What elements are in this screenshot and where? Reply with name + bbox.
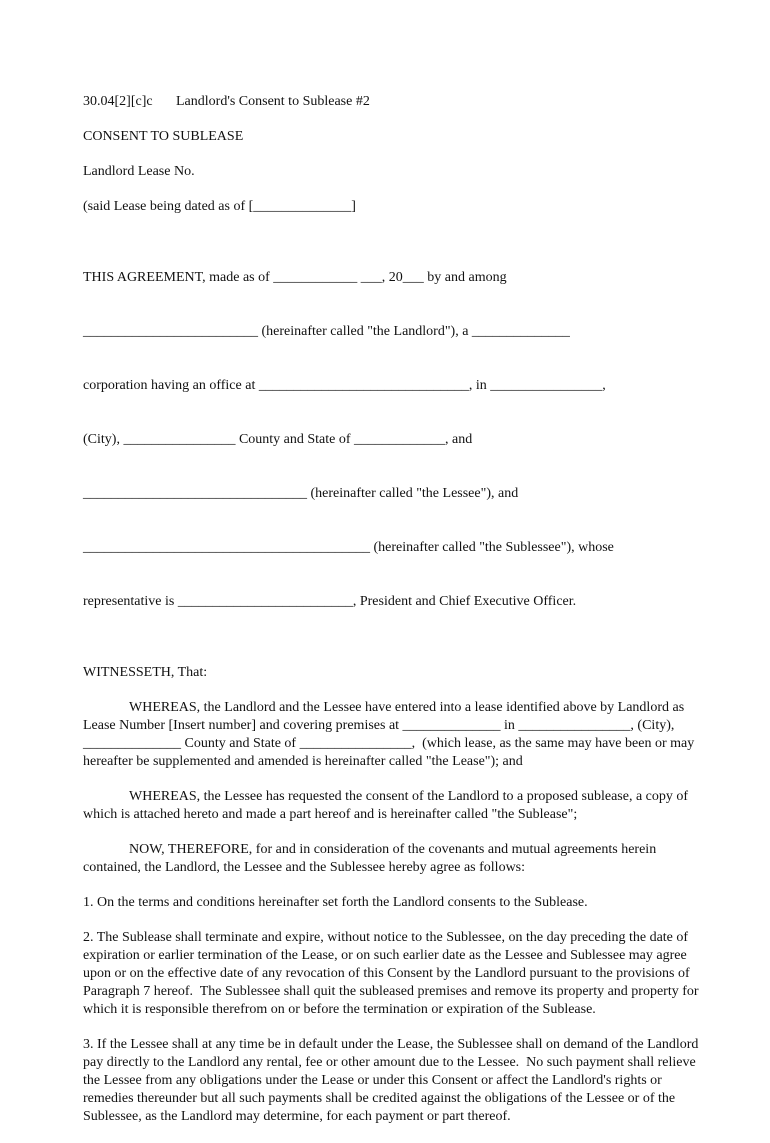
section-code: 30.04[2][c]c <box>83 94 153 109</box>
agreement-line: _________________________________________ (hereinafter called "the Sublessee"), whose <box>83 540 614 555</box>
agreement-line: representative is _________________________, President and Chief Executive Officer. <box>83 594 577 609</box>
document-title: Landlord's Consent to Sublease #2 <box>176 94 370 109</box>
lease-number-line: Landlord Lease No. <box>83 164 195 179</box>
document-header <box>83 93 703 111</box>
agreement-line: ________________________________ (hereinafter called "the Lessee"), and <box>83 486 519 501</box>
agreement-line: (City), ________________ County and State of _____________, and <box>83 432 473 447</box>
now-therefore-paragraph: NOW, THEREFORE, for and in consideration of the covenants and mutual agreements herein contained, the Landlord, the Lessee and the Sublessee hereby agree as follows: <box>83 842 660 875</box>
lease-dated-line: (said Lease being dated as of [______________] <box>83 199 356 214</box>
witnesseth-line: WITNESSETH, That: <box>83 665 208 680</box>
agreement-paragraph <box>83 233 703 647</box>
agreement-line: _________________________ (hereinafter called "the Landlord"), a ______________ <box>83 324 570 339</box>
agreement-line: THIS AGREEMENT, made as of ____________ ___, 20___ by and among <box>83 270 507 285</box>
clause-3: 3. If the Lessee shall at any time be in default under the Lease, the Sublessee shall on demand of the Landlord pay directly to the Landlord any rental, fee or other amount due to the Lessee. No such payment shall relieve the Lessee from any obligations under the Lease or under this Consent or affect the Landlord's rights or remedies thereunder but all such payments shall be credited against the obligations of the Lessee or of the Sublessee, as the Landlord may determine, for each payment or part thereof. <box>83 1037 702 1124</box>
whereas-paragraph-2: WHEREAS, the Lessee has requested the consent of the Landlord to a proposed sublease, a copy of which is attached hereto and made a part hereof and is hereinafter called "the Sublease"; <box>83 789 692 822</box>
clause-2: 2. The Sublease shall terminate and expire, without notice to the Sublessee, on the day preceding the date of expiration or earlier termination of the Lease, or on such earlier date as the Lessee and Sublessee may agree upon or on the effective date of any revocation of this Consent by the Landlord pursuant to the provisions of Paragraph 7 hereof. The Sublessee shall quit the subleased premises and remove its property and property for which it is responsible therefrom on or before the termination or expiration of the Sublease. <box>83 930 703 1017</box>
agreement-line: corporation having an office at ______________________________, in ________________, <box>83 378 606 393</box>
clause-1: 1. On the terms and conditions hereinafter set forth the Landlord consents to the Sublease. <box>83 895 588 910</box>
consent-heading: CONSENT TO SUBLEASE <box>83 129 244 144</box>
document-page <box>83 93 703 1143</box>
whereas-paragraph-1: WHEREAS, the Landlord and the Lessee have entered into a lease identified above by Landlord as Lease Number [Insert number] and covering premises at ______________ in ________________, (City), ______________ County and State of ________________, (which lease, as the same may have been or may hereafter be supplemented and amended is hereinafter called "the Lease"); and <box>83 700 698 769</box>
